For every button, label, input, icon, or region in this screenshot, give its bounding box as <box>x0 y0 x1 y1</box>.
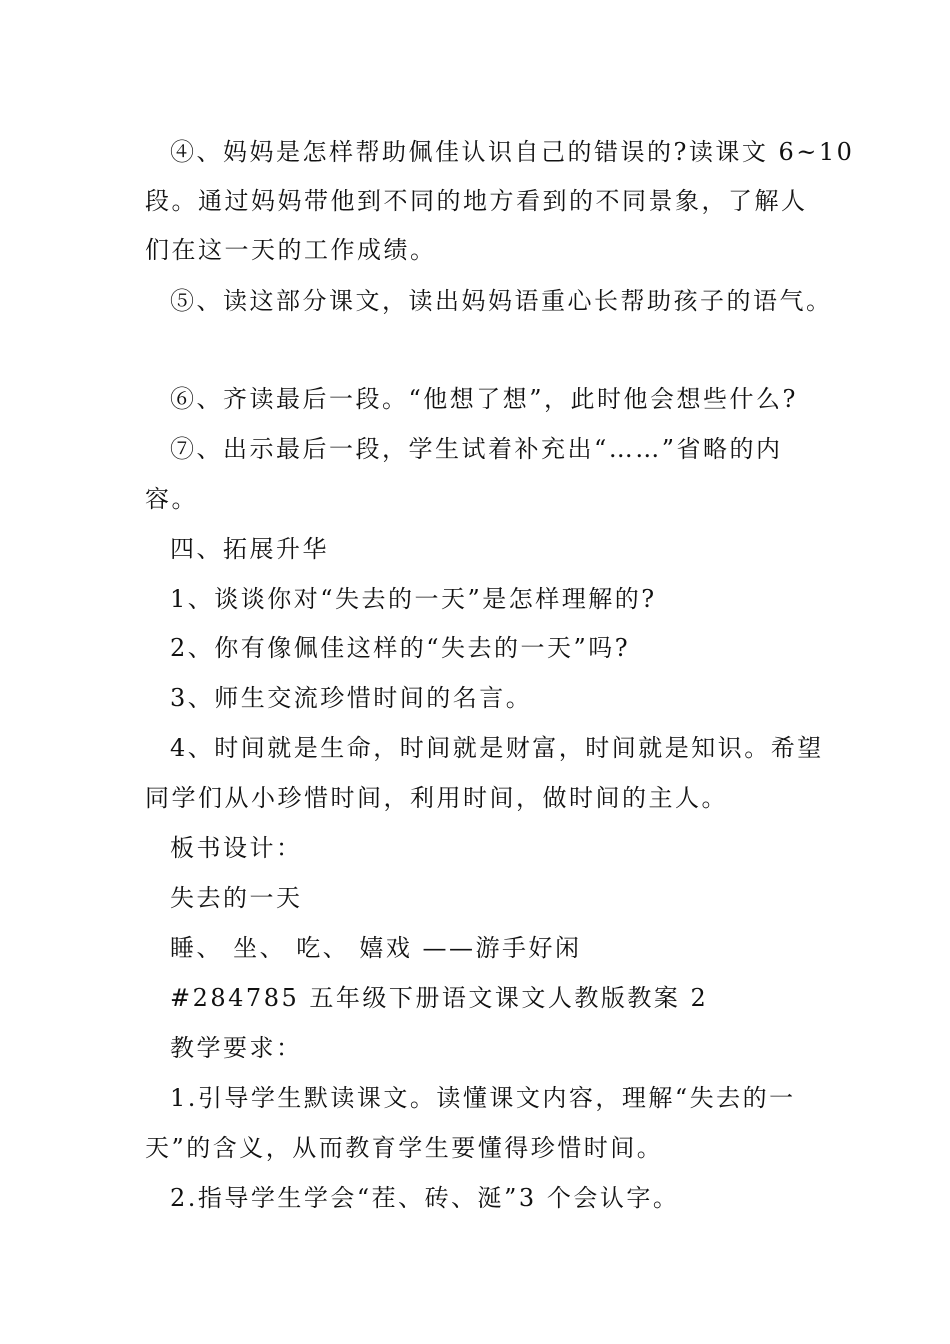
paragraph-line: ⑤、读这部分课文，读出妈妈语重心长帮助孩子的语气。 <box>170 287 833 315</box>
document-title: #284785 五年级下册语文课文人教版教案 2 <box>170 984 709 1012</box>
paragraph-line: 同学们从小珍惜时间，利用时间，做时间的主人。 <box>145 784 728 812</box>
list-item: 2、你有像佩佳这样的“失去的一天”吗? <box>170 634 631 662</box>
section-heading: 板书设计： <box>170 834 303 862</box>
board-content: 睡、 坐、 吃、 嬉戏 ——游手好闲 <box>170 934 582 962</box>
paragraph-line: 容。 <box>145 485 198 513</box>
list-item: 3、师生交流珍惜时间的名言。 <box>170 684 533 712</box>
paragraph-line: 天”的含义，从而教育学生要懂得珍惜时间。 <box>145 1134 664 1162</box>
paragraph-line: ④、妈妈是怎样帮助佩佳认识自己的错误的?读课文 6~10 <box>170 138 855 166</box>
list-item: 4、时间就是生命，时间就是财富，时间就是知识。希望 <box>170 734 824 762</box>
list-item: 1.引导学生默读课文。读懂课文内容，理解“失去的一 <box>170 1084 796 1112</box>
paragraph-line: ⑦、出示最后一段，学生试着补充出“……”省略的内 <box>170 435 783 463</box>
paragraph-line: 段。通过妈妈带他到不同的地方看到的不同景象，了解人 <box>145 187 808 215</box>
section-heading: 教学要求： <box>170 1034 303 1062</box>
list-item: 2.指导学生学会“茬、砖、涎”3 个会认字。 <box>170 1184 680 1212</box>
list-item: 1、谈谈你对“失去的一天”是怎样理解的? <box>170 585 657 613</box>
board-title: 失去的一天 <box>170 884 303 912</box>
paragraph-line: 们在这一天的工作成绩。 <box>145 236 437 264</box>
section-heading: 四、拓展升华 <box>170 535 329 563</box>
paragraph-line: ⑥、齐读最后一段。“他想了想”，此时他会想些什么? <box>170 385 798 413</box>
